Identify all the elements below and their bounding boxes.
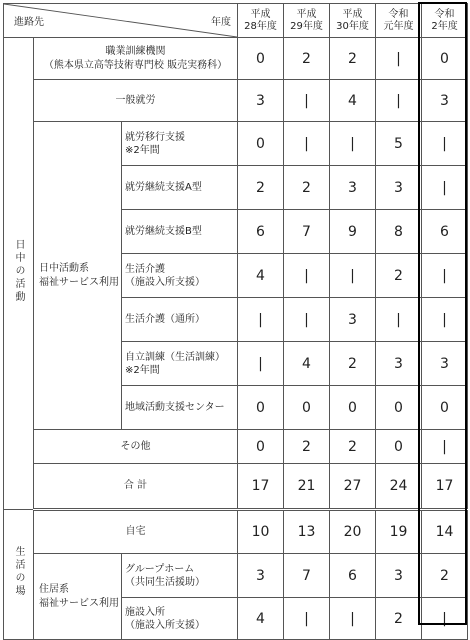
row-label: 生活介護 （施設入所支援） bbox=[122, 254, 238, 298]
total-row bbox=[4, 464, 468, 510]
value-cell: 4 bbox=[330, 80, 376, 122]
row-label: グループホーム （共同生活援助） bbox=[122, 554, 238, 598]
value-cell: 4 bbox=[238, 598, 284, 640]
year-header-h30: 平成 30年度 bbox=[330, 4, 376, 38]
value-cell: 7 bbox=[284, 210, 330, 254]
value-cell: 9 bbox=[330, 210, 376, 254]
value-cell: 7 bbox=[284, 554, 330, 598]
value-cell: 0 bbox=[238, 122, 284, 166]
value-cell: | bbox=[422, 430, 468, 464]
value-cell: 4 bbox=[284, 342, 330, 386]
row-label: 職業訓練機関 （熊本県立高等技術専門校 販売実務科） bbox=[34, 38, 238, 80]
row-label: 自立訓練（生活訓練） ※2年間 bbox=[122, 342, 238, 386]
value-cell: 10 bbox=[238, 510, 284, 554]
table-row bbox=[4, 122, 468, 166]
value-cell: 0 bbox=[422, 38, 468, 80]
value-cell: | bbox=[376, 298, 422, 342]
value-cell: 6 bbox=[238, 210, 284, 254]
value-cell: | bbox=[330, 598, 376, 640]
group-living-place: 生活の場 bbox=[4, 510, 34, 640]
value-cell: 3 bbox=[238, 80, 284, 122]
value-cell: | bbox=[330, 254, 376, 298]
table-row bbox=[4, 80, 468, 122]
value-cell: 3 bbox=[330, 298, 376, 342]
value-cell: | bbox=[284, 122, 330, 166]
value-cell: 2 bbox=[422, 554, 468, 598]
value-cell: 0 bbox=[376, 386, 422, 430]
header-row bbox=[4, 4, 468, 38]
value-cell: | bbox=[376, 80, 422, 122]
value-cell: 2 bbox=[238, 166, 284, 210]
row-label: 就労継続支援B型 bbox=[122, 210, 238, 254]
year-header: 年度 bbox=[211, 17, 232, 28]
table-row bbox=[4, 554, 468, 598]
group-daycare-services: 日中活動系 福祉サービス利用 bbox=[34, 122, 122, 430]
value-cell: 3 bbox=[376, 554, 422, 598]
value-cell: 0 bbox=[376, 430, 422, 464]
value-cell: 6 bbox=[330, 554, 376, 598]
value-cell: | bbox=[330, 122, 376, 166]
value-cell: 3 bbox=[330, 166, 376, 210]
value-cell: 3 bbox=[422, 80, 468, 122]
total-cell: 17 bbox=[238, 464, 284, 510]
value-cell: | bbox=[422, 298, 468, 342]
header-corner-cell bbox=[4, 4, 238, 38]
row-label: 自宅 bbox=[34, 510, 238, 554]
value-cell: 2 bbox=[330, 38, 376, 80]
value-cell: 0 bbox=[238, 38, 284, 80]
row-label: 地域活動支援センター bbox=[122, 386, 238, 430]
value-cell: | bbox=[284, 298, 330, 342]
value-cell: 3 bbox=[376, 342, 422, 386]
year-header-r1: 令和 元年度 bbox=[376, 4, 422, 38]
value-cell: 0 bbox=[330, 386, 376, 430]
value-cell: 2 bbox=[376, 254, 422, 298]
value-cell: | bbox=[284, 80, 330, 122]
total-cell: 21 bbox=[284, 464, 330, 510]
value-cell: 2 bbox=[330, 430, 376, 464]
row-label: 施設入所 （施設入所支援） bbox=[122, 598, 238, 640]
year-header-r2: 令和 2年度 bbox=[422, 4, 468, 38]
total-cell: 27 bbox=[330, 464, 376, 510]
value-cell: 14 bbox=[422, 510, 468, 554]
value-cell: 3 bbox=[422, 342, 468, 386]
value-cell: 2 bbox=[330, 342, 376, 386]
total-cell: 17 bbox=[422, 464, 468, 510]
table-row bbox=[4, 430, 468, 464]
value-cell: | bbox=[376, 38, 422, 80]
value-cell: 8 bbox=[376, 210, 422, 254]
value-cell: | bbox=[284, 254, 330, 298]
value-cell: 2 bbox=[284, 430, 330, 464]
value-cell: | bbox=[284, 598, 330, 640]
destination-header: 進路先 bbox=[14, 17, 44, 28]
row-label: 就労移行支援 ※2年間 bbox=[122, 122, 238, 166]
year-header-h28: 平成 28年度 bbox=[238, 4, 284, 38]
value-cell: 0 bbox=[422, 386, 468, 430]
table-row bbox=[4, 38, 468, 80]
value-cell: | bbox=[238, 342, 284, 386]
row-label: 就労継続支援A型 bbox=[122, 166, 238, 210]
value-cell: 0 bbox=[284, 386, 330, 430]
value-cell: | bbox=[422, 598, 468, 640]
value-cell: 13 bbox=[284, 510, 330, 554]
value-cell: 6 bbox=[422, 210, 468, 254]
value-cell: 2 bbox=[284, 166, 330, 210]
value-cell: 5 bbox=[376, 122, 422, 166]
total-cell: 24 bbox=[376, 464, 422, 510]
value-cell: 3 bbox=[238, 554, 284, 598]
row-label: 生活介護（通所） bbox=[122, 298, 238, 342]
total-label: 合 計 bbox=[34, 464, 238, 510]
value-cell: | bbox=[238, 298, 284, 342]
value-cell: | bbox=[422, 166, 468, 210]
group-daytime-activity: 日中の活動 bbox=[4, 38, 34, 510]
value-cell: | bbox=[422, 254, 468, 298]
value-cell: | bbox=[422, 122, 468, 166]
row-label: その他 bbox=[34, 430, 238, 464]
row-label: 一般就労 bbox=[34, 80, 238, 122]
table-row bbox=[4, 510, 468, 554]
value-cell: 19 bbox=[376, 510, 422, 554]
value-cell: 20 bbox=[330, 510, 376, 554]
value-cell: 0 bbox=[238, 430, 284, 464]
year-header-h29: 平成 29年度 bbox=[284, 4, 330, 38]
value-cell: 2 bbox=[376, 598, 422, 640]
value-cell: 3 bbox=[376, 166, 422, 210]
career-destination-table bbox=[3, 3, 468, 640]
value-cell: 2 bbox=[284, 38, 330, 80]
value-cell: 0 bbox=[238, 386, 284, 430]
value-cell: 4 bbox=[238, 254, 284, 298]
group-residence-services: 住居系 福祉サービス利用 bbox=[34, 554, 122, 640]
